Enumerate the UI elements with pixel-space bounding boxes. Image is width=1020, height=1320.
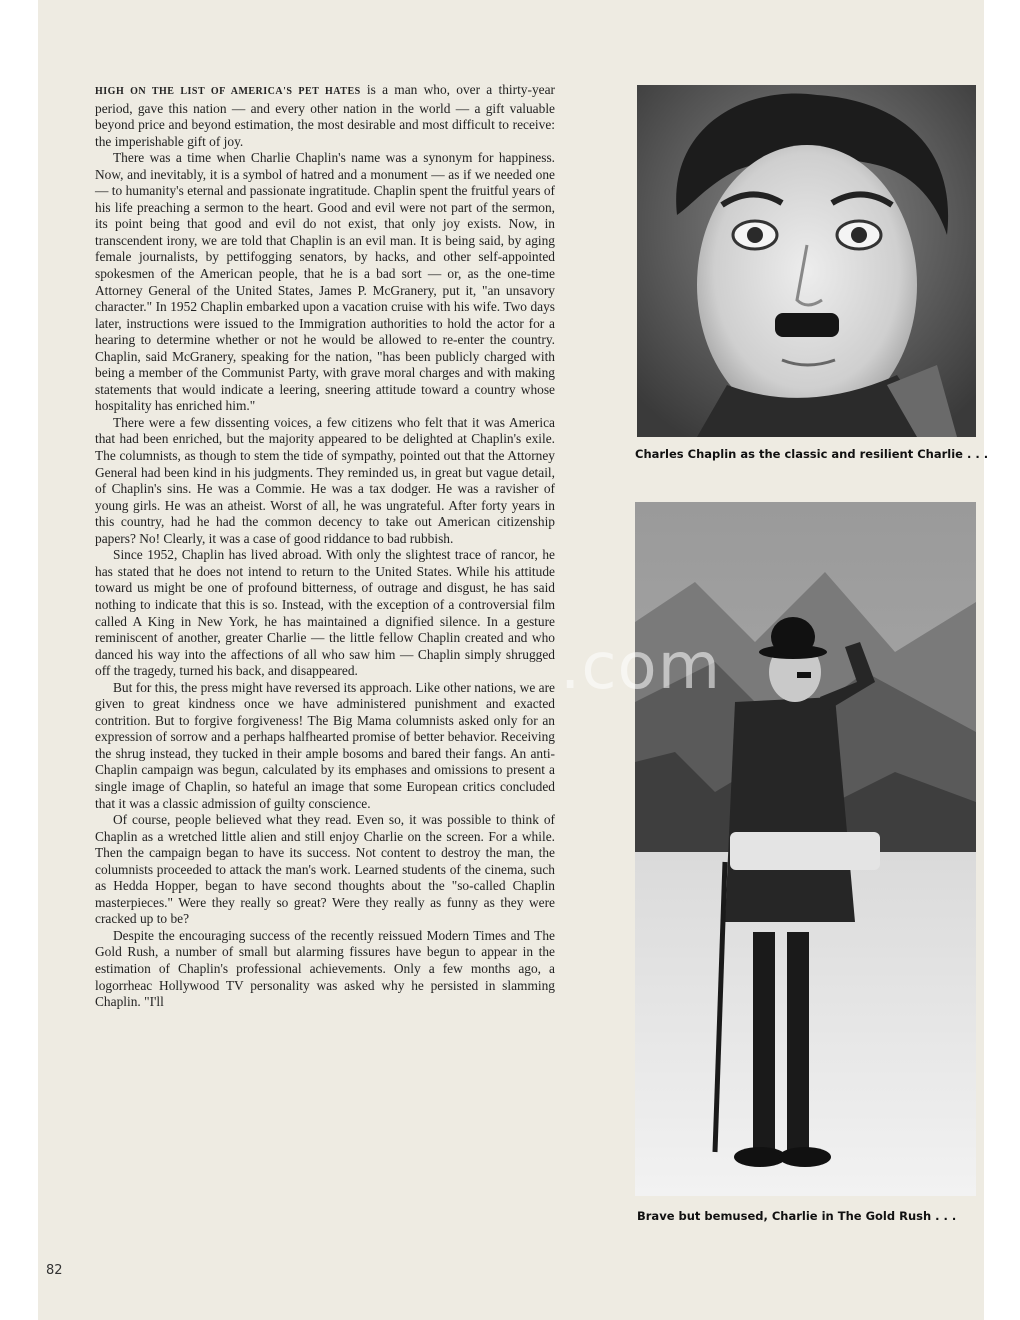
article-paragraph: HIGH ON THE LIST OF AMERICA'S PET HATES is a man who, over a thirty-year period, gave this nation — and every other nation in the world — a gift valuable beyond price and beyond estimation, the most desirable and most difficult to receive: the imperishable gift of joy. <box>95 82 555 149</box>
lead-in: HIGH ON THE LIST OF AMERICA'S PET HATES <box>95 86 361 97</box>
gold-rush-photo <box>635 502 976 1196</box>
article-body <box>95 82 555 1011</box>
article-paragraph: Despite the encouraging success of the recently reissued Modern Times and The Gold Rush, a number of small but alarming fissures have begun to appear in the estimation of Chaplin's professional achievements. Only a few months ago, a logorrheac Hollywood TV personality was asked why he persisted in slamming Chaplin. "I'll <box>95 927 555 1010</box>
article-paragraph: But for this, the press might have reversed its approach. Like other nations, we are given to great kindness once we have administered punishment and exacted contrition. But to forgive forgiveness! The Big Mama columnists asked only for an expression of sorrow and a perhaps halfhearted promise of better behavior. Receiving the shrug instead, they tucked in their ample bosoms and bared their fangs. An anti-Chaplin campaign was begun, calculated by its emphases and omissions to present a single image of Chaplin, so hateful an image that some European critics concluded that it was a classic admission of guilty conscience. <box>95 679 555 811</box>
gold-rush-caption: Brave but bemused, Charlie in The Gold Rush . . . <box>637 1209 957 1223</box>
article-paragraph: Of course, people believed what they read. Even so, it was possible to think of Chaplin as a wretched little alien and still enjoy Charlie on the screen. For a while. Then the campaign began to have its success. Not content to destroy the man, the columnists proceeded to attack the man's work. Learned students of the cinema, such as Hedda Hopper, began to have second thoughts about the "so-called Chaplin masterpieces." Were they really so great? Were they really as funny as they were cracked up to be? <box>95 812 555 927</box>
chaplin-portrait-photo <box>637 85 976 437</box>
page-number: 82 <box>46 1263 63 1278</box>
article-paragraph: There was a time when Charlie Chaplin's name was a synonym for happiness. Now, and inevitably, it is a symbol of hatred and a monument — as if we needed one — to humanity's eternal and passionate ingratitude. Chaplin spent the fruitful years of his life preaching a sermon to the heart. Good and evil were not part of the sermon, its point being that good and evil do not exist, that only joy exists. Now, in transcendent irony, we are told that Chaplin is an evil man. It is being said, by aging female journalists, by pettifogging senators, by hacks, and other self-appointed spokesmen of the American people, that he is a bad sort — or, as the one-time Attorney General of the United States, James P. McGranery, put it, "an unsavory character." In 1952 Chaplin embarked upon a vacation cruise with his wife. Two days later, instructions were issued to the Immigration authorities to hold the actor for a hearing to determine whether or not he would be allowed to re-enter the country. Chaplin, said McGranery, speaking for the nation, "has been publicly charged with being a member of the Communist Party, with grave moral charges and with making statements that would indicate a leering, sneering attitude toward a country whose hospitality has enriched him." <box>95 150 555 414</box>
article-paragraph: Since 1952, Chaplin has lived abroad. With only the slightest trace of rancor, he has stated that he does not intend to return to the United States. While his attitude toward us might be one of profound bitterness, of outrage and disgust, he has said nothing to indicate that this is so. Instead, with the exception of a controversial film called A King in New York, he has maintained a dignified silence. In a gesture reminiscent of another, greater Charlie — the little fellow Chaplin created and who danced his way into the affections of all who saw him — Chaplin simply shrugged off the tragedy, turned his back, and disappeared. <box>95 547 555 679</box>
portrait-caption: Charles Chaplin as the classic and resilient Charlie . . . <box>635 447 989 461</box>
article-paragraph: There were a few dissenting voices, a few citizens who felt that it was America that had been enriched, but the majority appeared to be delighted at Chaplin's exile. The columnists, as though to stem the tide of sympathy, pointed out that the Attorney General had been kind in his judgments. They reminded us, in great but vague detail, of Chaplin's sins. He was a Commie. He was a tax dodger. He was a ravisher of young girls. He was an atheist. Worst of all, he was ungrateful. After forty years in this country, had he had the common decency to take out American citizenship papers? No! Clearly, it was a case of good riddance to bad rubbish. <box>95 414 555 546</box>
watermark: .com <box>560 630 722 704</box>
